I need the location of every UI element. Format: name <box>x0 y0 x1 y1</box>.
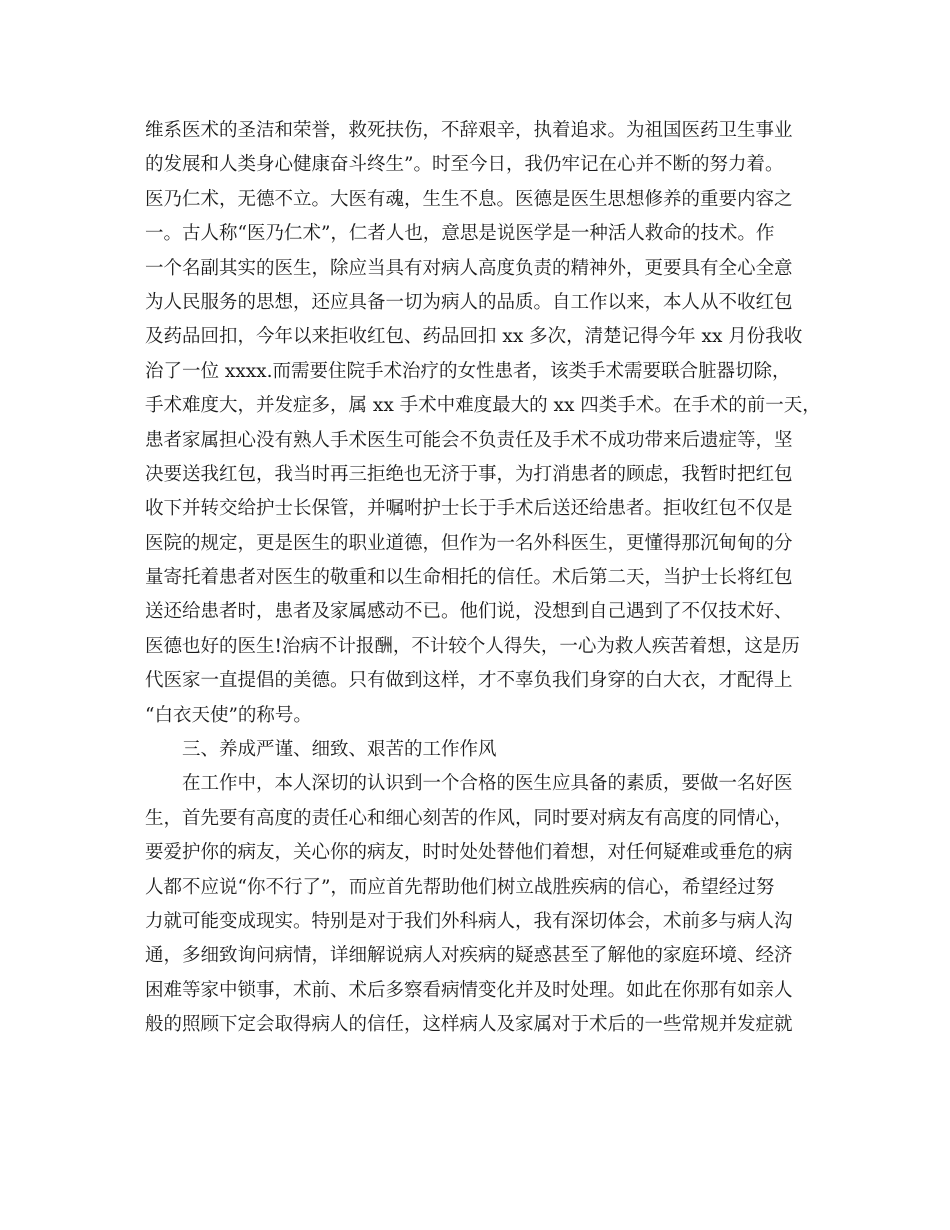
text-line: 般的照顾下定会取得病人的信任，这样病人及家属对于术后的一些常规并发症就 <box>145 1014 793 1036</box>
text-line: 生，首先要有高度的责任心和细心刻苦的作风，同时要对病友有高度的同情心， <box>145 807 793 829</box>
text-line: 决要送我红包，我当时再三拒绝也无济于事，为打消患者的顾虑，我暂时把红包 <box>145 463 793 485</box>
text-line: 在工作中，本人深切的认识到一个合格的医生应具备的素质，要做一名好医 <box>145 773 793 795</box>
text-line: 医德也好的医生!治病不计报酬，不计较个人得失，一心为救人疾苦着想，这是历 <box>145 635 800 657</box>
text-line: 的发展和人类身心健康奋斗终生”。时至今日，我仍牢记在心并不断的努力着。 <box>145 154 784 176</box>
text-line: 收下并转交给护士长保管，并嘱咐护士长于手术后送还给患者。拒收红包不仅是 <box>145 498 793 520</box>
text-line: “白衣天使”的称号。 <box>145 704 312 726</box>
text-line: 人都不应说“你不行了”，而应首先帮助他们树立战胜疾病的信心，希望经过努 <box>145 876 775 898</box>
text-line: 医院的规定，更是医生的职业道德，但作为一名外科医生，更懂得那沉甸甸的分 <box>145 532 793 554</box>
text-line: 治了一位 xxxx.而需要住院手术治疗的女性患者，该类手术需要联合脏器切除， <box>145 360 791 382</box>
text-line: 量寄托着患者对医生的敬重和以生命相托的信任。术后第二天，当护士长将红包 <box>145 567 793 589</box>
text-line: 困难等家中锁事，术前、术后多察看病情变化并及时处理。如此在你那有如亲人 <box>145 979 793 1001</box>
body-text <box>145 114 821 1043</box>
text-line: 送还给患者时，患者及家属感动不已。他们说，没想到自己遇到了不仅技术好、 <box>145 601 793 623</box>
text-line: 维系医术的圣洁和荣誉，救死扶伤，不辞艰辛，执着追求。为祖国医药卫生事业 <box>145 120 793 141</box>
section-heading: 三、养成严谨、细致、艰苦的工作作风 <box>145 739 497 761</box>
text-line: 及药品回扣，今年以来拒收红包、药品回扣 xx 多次，清楚记得今年 xx 月份我收 <box>145 326 803 348</box>
text-line: 代医家一直提倡的美德。只有做到这样，才不辜负我们身穿的白大衣，才配得上 <box>145 670 793 692</box>
text-line: 手术难度大，并发症多，属 xx 手术中难度最大的 xx 四类手术。在手术的前一天， <box>145 395 821 417</box>
text-line: 患者家属担心没有熟人手术医生可能会不负责任及手术不成功带来后遗症等，坚 <box>145 429 793 451</box>
text-line: 为人民服务的思想，还应具备一切为病人的品质。自工作以来，本人从不收红包 <box>145 291 793 313</box>
text-line: 通，多细致询问病情，详细解说病人对疾病的疑惑甚至了解他的家庭环境、经济 <box>145 945 793 967</box>
text-line: 一。古人称“医乃仁术”，仁者人也，意思是说医学是一种活人救命的技术。作 <box>145 223 775 245</box>
text-line: 要爱护你的病友，关心你的病友，时时处处替他们着想，对任何疑难或垂危的病 <box>145 842 793 864</box>
text-line: 一个名副其实的医生，除应当具有对病人高度负责的精神外，更要具有全心全意 <box>145 257 793 279</box>
text-line: 力就可能变成现实。特别是对于我们外科病人，我有深切体会，术前多与病人沟 <box>145 910 793 932</box>
text-line: 医乃仁术，无德不立。大医有魂，生生不息。医德是医生思想修养的重要内容之 <box>145 188 793 210</box>
